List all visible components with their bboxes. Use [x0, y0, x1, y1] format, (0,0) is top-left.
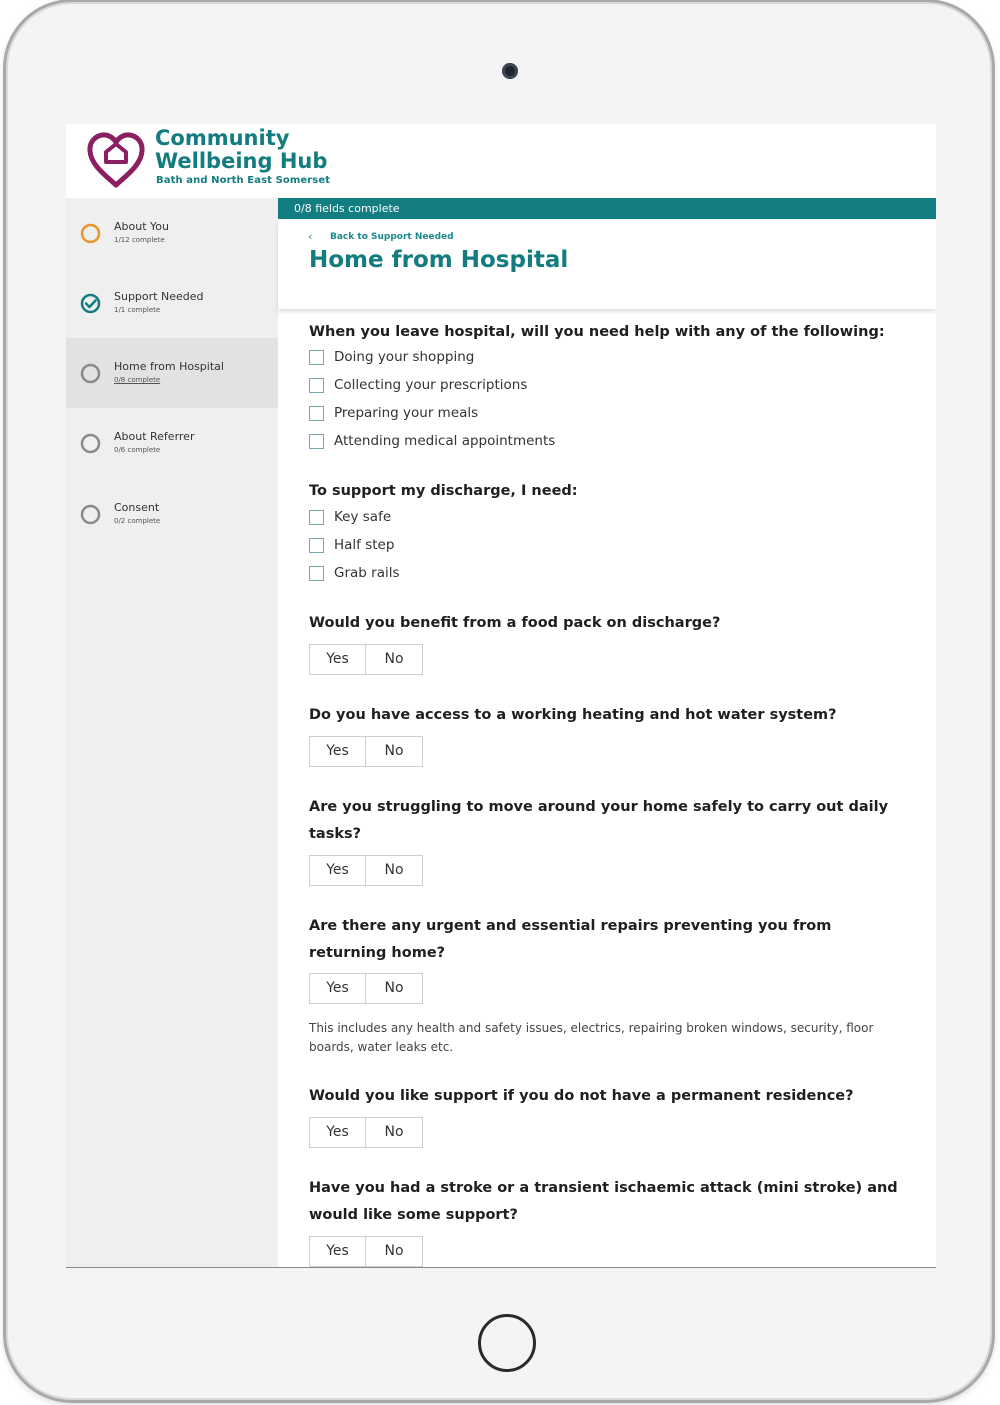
question-stroke: Have you had a stroke or a transient ischaemic attack (mini stroke) and would like some support? [309, 1180, 898, 1223]
question-help-needed: When you leave hospital, will you need help with any of the following: [309, 324, 885, 340]
sidebar-item-about-you[interactable]: About You 1/12 complete [66, 198, 278, 268]
header [66, 124, 936, 198]
no-button[interactable]: No [384, 980, 404, 996]
question-moving-around: Are you struggling to move around your home safely to carry out daily tasks? [309, 799, 889, 842]
yes-button[interactable]: Yes [310, 1237, 366, 1266]
yes-no-toggle [309, 644, 423, 675]
yes-no-toggle [309, 973, 423, 1004]
sidebar-item-about-referrer[interactable]: About Referrer 0/6 complete [66, 408, 278, 478]
checkbox[interactable] [309, 378, 324, 393]
chevron-left-icon[interactable]: ‹ [308, 230, 313, 243]
progress-text: 0/8 fields complete [294, 202, 400, 215]
camera-icon [502, 63, 518, 79]
sidebar [66, 198, 278, 1267]
no-button[interactable]: No [384, 1124, 404, 1140]
check-circle-icon [80, 293, 101, 314]
no-button[interactable]: No [384, 651, 404, 667]
repairs-hint: This includes any health and safety issues, electrics, repairing broken windows, security, floor boards, water leaks etc. [309, 1021, 874, 1054]
question-permanent-residence: Would you like support if you do not have a permanent residence? [309, 1088, 854, 1104]
sidebar-item-consent[interactable]: Consent 0/2 complete [66, 478, 278, 548]
logo-subtitle: Bath and North East Somerset [156, 175, 331, 186]
checkbox[interactable] [309, 406, 324, 421]
question-discharge-support: To support my discharge, I need: [309, 483, 578, 499]
app-screen: Community Wellbeing Hub Bath and North East Somerset About You 1/12 complete Support Needed 1/1 complete Home from Hospital 0/8 complete About Referrer 0/6 complete Consent 0/2 complete 0/8 fields complete ‹ Back to Support Needed Home from Hospital When you leave hospital, will you need help with any of the following: Doing your shopping Collecting your prescriptions Preparing your meals Attending medical appointments To support my discharge, I need: Key safe Half step Grab rails Would you benefit from a food pack on discharge? Yes No Do you have access to a working heating and hot water system? Yes No Are you struggling to move around your home safely to carry out daily tasks? Yes No Are there any urgent and essential repairs preventing you from returning home? Yes No This includes any health and safety issues, electrics, repairing broken windows, security, floor boards, water leaks etc. Would you like support if you do not have a permanent residence? Yes No Have you had a stroke or a transient ischaemic attack (mini stroke) and would like some support? Yes No [66, 124, 936, 1268]
checkbox[interactable] [309, 510, 324, 525]
title-panel [278, 219, 936, 309]
heart-house-logo-icon [85, 131, 147, 189]
yes-button[interactable]: Yes [310, 737, 366, 766]
yes-no-toggle [309, 736, 423, 767]
empty-circle-icon [80, 433, 101, 454]
question-food-pack: Would you benefit from a food pack on discharge? [309, 615, 721, 631]
checkbox[interactable] [309, 434, 324, 449]
yes-no-toggle [309, 1236, 423, 1267]
empty-circle-icon [80, 504, 101, 525]
home-button[interactable] [478, 1314, 536, 1372]
checkbox[interactable] [309, 538, 324, 553]
question-heating: Do you have access to a working heating and hot water system? [309, 707, 837, 723]
progress-bar [278, 198, 936, 219]
sidebar-item-support-needed[interactable]: Support Needed 1/1 complete [66, 268, 278, 338]
checkbox[interactable] [309, 566, 324, 581]
yes-button[interactable]: Yes [310, 856, 366, 885]
empty-circle-icon [80, 363, 101, 384]
logo-title: Community Wellbeing Hub [155, 126, 328, 173]
no-button[interactable]: No [384, 862, 404, 878]
sidebar-item-home-from-hospital[interactable]: Home from Hospital 0/8 complete [66, 338, 278, 408]
in-progress-circle-icon [80, 223, 101, 244]
yes-no-toggle [309, 855, 423, 886]
back-link[interactable]: Back to Support Needed [330, 232, 454, 242]
yes-no-toggle [309, 1117, 423, 1148]
no-button[interactable]: No [384, 1243, 404, 1259]
question-urgent-repairs: Are there any urgent and essential repairs preventing you from returning home? [309, 918, 832, 961]
no-button[interactable]: No [384, 743, 404, 759]
page-title: Home from Hospital [309, 247, 569, 273]
yes-button[interactable]: Yes [310, 974, 366, 1003]
yes-button[interactable]: Yes [310, 645, 366, 674]
checkbox[interactable] [309, 350, 324, 365]
yes-button[interactable]: Yes [310, 1118, 366, 1147]
